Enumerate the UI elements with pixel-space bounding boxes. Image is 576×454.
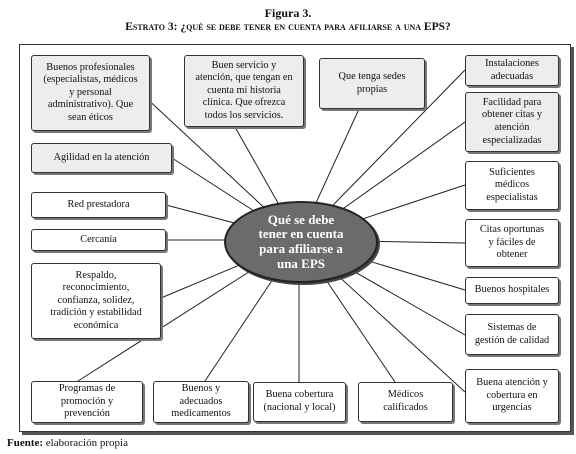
figure-number: Figura 3. [264, 6, 312, 20]
source-label: Fuente: [7, 437, 44, 449]
figure-source [7, 437, 128, 449]
box-facilidad-citas: Facilidad para obtener citas y atención especializadas [465, 92, 559, 152]
box-buenos-hospitales: Buenos hospitales [465, 277, 559, 304]
box-medicos-calificados: Médicos calificados [358, 382, 453, 422]
box-sistemas-gestion: Sistemas de gestión de calidad [465, 314, 559, 355]
central-question-ellipse: Qué se debe tener en cuenta para afiliarse a una EPS [224, 201, 378, 283]
box-red-prestadora: Red prestadora [31, 192, 166, 218]
box-medicamentos: Buenos y adecuados medicamentos [153, 381, 249, 423]
box-atencion-urgencias: Buena atención y cobertura en urgencias [465, 369, 559, 423]
box-agilidad: Agilidad en la atención [31, 143, 172, 173]
source-text: elaboración propia [45, 437, 128, 449]
box-cercania: Cercanía [31, 229, 166, 251]
box-citas-oportunas: Citas oportunas y fáciles de obtener [465, 219, 559, 267]
box-instalaciones: Instalaciones adecuadas [465, 55, 559, 86]
box-sedes-propias: Que tenga sedes propias [319, 58, 425, 109]
box-programas: Programas de promoción y prevención [31, 381, 143, 423]
box-cobertura: Buena cobertura (nacional y local) [253, 382, 346, 422]
box-respaldo: Respaldo, reconocimiento, confianza, solidez, tradición y estabilidad económica [31, 263, 161, 339]
figure-title: Estrato 3: ¿qué se debe tener en cuenta para afiliarse a una EPS? [125, 21, 451, 33]
box-suficientes-medicos: Suficientes médicos especialistas [465, 161, 559, 210]
box-buen-servicio: Buen servicio y atención, que tengan en cuenta mi historia clínica. Que ofrezca todos los servicios. [184, 55, 304, 127]
box-buenos-profesionales: Buenos profesionales (especialistas, médicos y personal administrativo). Que sean éticos [31, 55, 150, 131]
